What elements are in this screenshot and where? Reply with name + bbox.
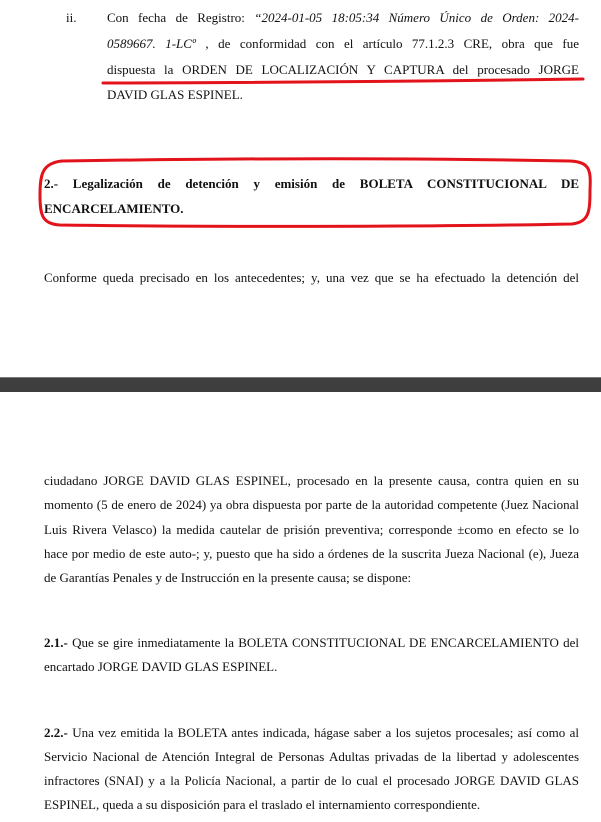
item-text: Una vez emitida la BOLETA antes indicada, hágase saber a los sujetos procesales; así como al xyxy=(72,725,580,740)
item-text: Que se gire inmediatamente la BOLETA CONSTITUCIONAL DE ENCARCELAMIENTO del xyxy=(72,635,579,650)
item-ii-line-2 xyxy=(107,36,579,52)
order-number: 0589667. 1-LCº xyxy=(107,36,196,51)
red-underline-annotation xyxy=(103,79,583,83)
item-2-2-line-4: ESPINEL, queda a su disposición para el traslado el internamiento correspondiente. xyxy=(44,797,481,812)
document-page-1 xyxy=(0,0,601,377)
item-ii-line-4 xyxy=(107,87,579,103)
item-2-2-line-1 xyxy=(44,725,579,741)
paragraph-start-line: Conforme queda precisado en los antecedentes; y, una vez que se ha efectuado la detención del xyxy=(44,270,579,285)
list-marker-ii: ii. xyxy=(66,10,77,25)
item-2-1-line-2: encartado JORGE DAVID GLAS ESPINEL. xyxy=(44,659,278,674)
body-line: ciudadano JORGE DAVID GLAS ESPINEL, procesado en la presente causa, contra quien en su xyxy=(44,473,579,488)
page-separator xyxy=(0,377,601,392)
item-2-2-line-3: infractores (SNAI) y a la Policía Nacional, a partir de lo cual el procesado JORGE DAVID GLAS xyxy=(44,773,579,788)
item-ii-line-1 xyxy=(107,10,579,26)
defendant-name: DAVID GLAS ESPINEL. xyxy=(107,87,243,102)
section-heading-line-2: ENCARCELAMIENTO. xyxy=(44,201,184,216)
registration-label: Con fecha de Registro: xyxy=(107,10,245,25)
registration-details: “2024-01-05 18:05:34 Número Único de Orden: 2024- xyxy=(254,10,579,25)
section-heading-line-1: 2.- Legalización de detención y emisión de BOLETA CONSTITUCIONAL DE xyxy=(44,176,579,191)
document-page-2 xyxy=(0,392,601,822)
item-2-2-line-2: Servicio Nacional de Atención Integral de Personas Adultas privadas de la libertad y adolescentes xyxy=(44,749,579,764)
item-number: 2.1.- xyxy=(44,635,68,650)
body-line: de Garantías Penales y de Instrucción en la presente causa; se dispone: xyxy=(44,570,412,585)
body-line: Luis Rivera Velasco) la medida cautelar de prisión preventiva; corresponde ±como en efecto se lo xyxy=(44,522,579,537)
item-ii-line-3 xyxy=(107,62,579,78)
item-number: 2.2.- xyxy=(44,725,68,740)
article-reference: , de conformidad con el artículo 77.1.2.3 CRE, obra que fue xyxy=(205,36,579,51)
body-line: momento (5 de enero de 2024) ya obra dispuesta por parte de la autoridad competente (Juez Nacional xyxy=(44,497,579,512)
item-2-1-line-1 xyxy=(44,635,579,651)
body-line: hace por medio de este auto-; y, puesto que ha sido a órdenes de la suscrita Jueza Nacional (e), Jueza xyxy=(44,546,579,561)
capture-order-text: dispuesta la ORDEN DE LOCALIZACIÓN Y CAPTURA del procesado JORGE xyxy=(107,62,579,77)
